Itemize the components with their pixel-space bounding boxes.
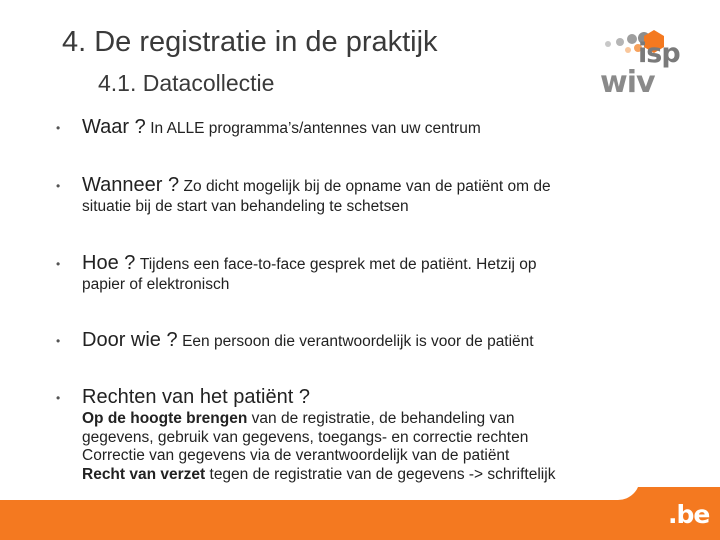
bullet-question: Hoe ? [82, 252, 136, 274]
bullet-dot: • [56, 121, 61, 135]
slide-subtitle: 4.1. Datacollectie [98, 70, 275, 96]
logo-isp-text: isp [638, 38, 680, 69]
rights-line: Correctie van gegevens via de verantwoordelijk van de patiënt [82, 447, 510, 464]
rights-text: tegen de registratie van de gegevens -> schriftelijk [205, 465, 556, 483]
bullet-question: Door wie ? [82, 329, 178, 351]
bullet-dot: • [56, 179, 61, 193]
bullet-answer-continuation: papier of elektronisch [82, 276, 230, 293]
bullet-dot: • [56, 334, 61, 348]
slide-title: 4. De registratie in de praktijk [62, 26, 438, 58]
rights-text: van de registratie, de behandeling van [247, 410, 515, 427]
rights-line: gegevens, gebruik van gegevens, toegangs- en correctie rechten [82, 428, 529, 446]
rights-line [82, 466, 555, 485]
bullet-question: Wanneer ? [82, 174, 180, 196]
rights-emphasis: Recht van verzet [82, 465, 206, 483]
rights-emphasis: Op de hoogte brengen [82, 410, 248, 427]
bullet-dot: • [56, 391, 61, 405]
rights-list [82, 410, 555, 484]
bullet-question: Waar ? [82, 116, 146, 138]
bullet-answer: Zo dicht mogelijk bij de opname van de patiënt om de [183, 178, 551, 195]
bullet-answer: In ALLE programma’s/antennes van uw centrum [150, 120, 481, 137]
rights-line [82, 410, 555, 429]
bullet-answer-continuation: situatie bij de start van behandeling te schetsen [82, 198, 409, 215]
be-logo: .be [668, 500, 710, 529]
isp-wiv-logo [598, 30, 680, 102]
logo-wiv-text: wiv [600, 65, 655, 100]
bullet-dot: • [56, 257, 61, 271]
bullet-answer: Tijdens een face-to-face gesprek met de patiënt. Hetzij op [139, 256, 537, 273]
bullet-answer: Een persoon die verantwoordelijk is voor de patiënt [182, 333, 534, 350]
bullet-question: Rechten van het patiënt ? [82, 386, 310, 408]
